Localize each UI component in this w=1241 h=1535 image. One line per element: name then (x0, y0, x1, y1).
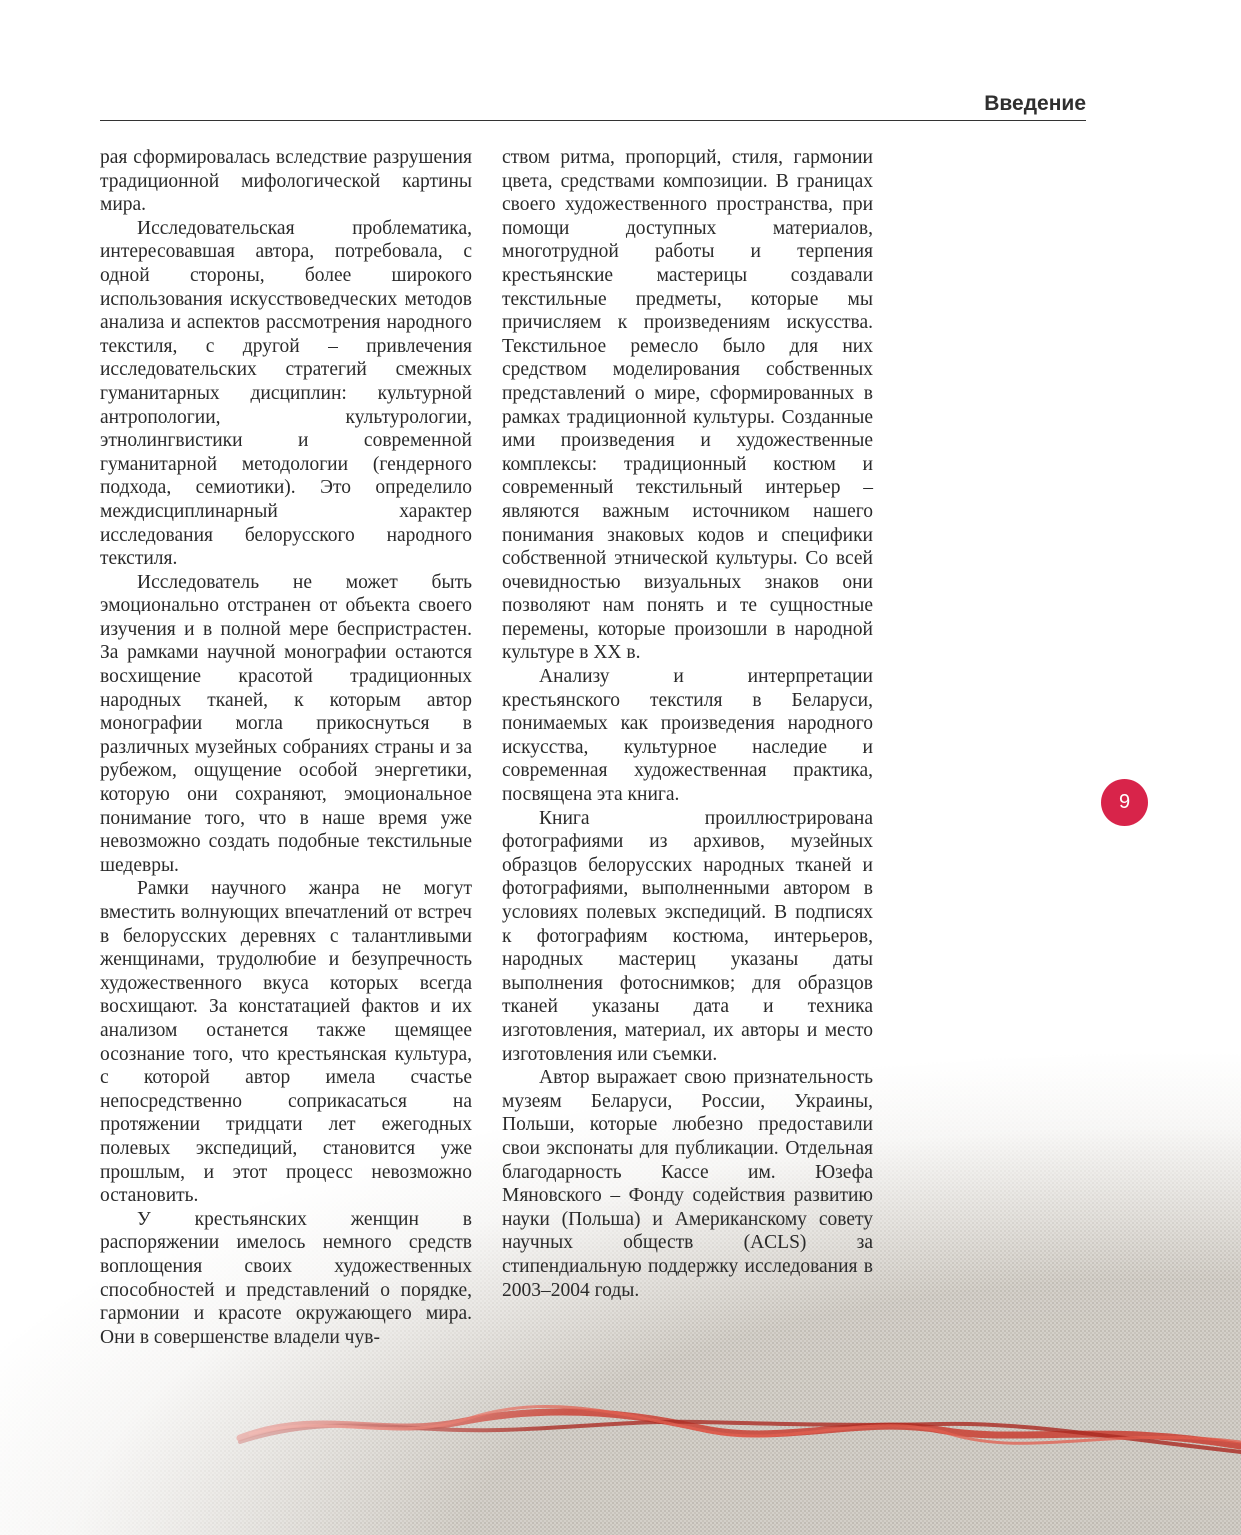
paragraph: Анализу и интерпретации крестьянского текстиля в Беларуси, понимаемых как произведения народного искусства, культурное наследие и современная художественная практика, посвящена эта книга. (502, 666, 873, 806)
paragraph: Рамки научного жанра не могут вместить волнующих впечатлений от встреч в белорусских деревнях с талантливыми женщинами, трудолюбие и безупречность художественного вкуса которых всегда восхищают. За констатацией фактов и их анализом останется также щемящее осознание того, что крестьянская культура, с которой автор имела счастье непосредственно соприкасаться на протяжении тридцати лет ежегодных полевых экспедиций, становится уже прошлым, и этот процесс невозможно остановить. (100, 878, 472, 1207)
paragraph: Книга проиллюстрирована фотографиями из архивов, музейных образцов белорусских народных тканей и фотографиями, выполненными автором в условиях полевых экспедиций. В подписях к фотографиям костюма, интерьеров, народных мастериц указаны даты выполнения фотоснимков; для образцов тканей указаны дата и техника изготовления, материал, их авторы и место изготовления или съемки. (502, 807, 873, 1065)
header-rule (100, 120, 1086, 121)
text-column-left (100, 146, 472, 1349)
page-number-badge: 9 (1101, 779, 1148, 826)
text-column-right (502, 146, 873, 1302)
section-title: Введение (984, 92, 1086, 115)
paragraph: ством ритма, пропорций, стиля, гармонии цвета, средствами композиции. В границах своего художественного пространства, при помощи доступных материалов, многотрудной работы и терпения крестьянские мастерицы создавали текстильные предметы, которые мы причисляем к произведениям искусства. Текстильное ремесло было для них средством моделирования собственных представлений о мире, сформированных в рамках традиционной культуры. Созданные ими произведения и художественные комплексы: традиционный костюм и современный текстильный интерьер – являются важным источником нашего понимания знаковых кодов и специфики собственной этнической культуры. Со всей очевидностью визуальных знаков они позволяют нам понять и те сущностные перемены, которые произошли в народной культуре в XX в. (502, 147, 873, 664)
paragraph: У крестьянских женщин в распоряжении имелось немного средств воплощения своих художественных способностей и представлений о порядке, гармонии и красоте окружающего мира. Они в совершенстве владели чув- (100, 1208, 472, 1348)
paragraph: Автор выражает свою признательность музеям Беларуси, России, Украины, Польши, которые любезно предоставили свои экспонаты для публикации. Отдельная благодарность Кассе им. Юзефа Мяновского – Фонду содействия развитию науки (Польша) и Американскому совету научных обществ (ACLS) за стипендиальную поддержку исследования в 2003–2004 годы. (502, 1067, 873, 1301)
paragraph: Исследователь не может быть эмоционально отстранен от объекта своего изучения и в полной мере беспристрастен. За рамками научной монографии остаются восхищение красотой традиционных народных тканей, к которым автор монографии могла прикоснуться в различных музейных собраниях страны и за рубежом, ощущение особой энергетики, которую они сохраняют, эмоциональное понимание того, что в наше время уже невозможно создать подобные текстильные шедевры. (100, 571, 472, 876)
paragraph: рая сформировалась вследствие разрушения традиционной мифологической картины мира. (100, 147, 472, 216)
paragraph: Исследовательская проблематика, интересовавшая автора, потребовала, с одной стороны, более широкого использования искусствоведческих методов анализа и аспектов рассмотрения народного текстиля, с другой – привлечения исследовательских стратегий смежных гуманитарных дисциплин: культурной антропологии, культурологии, этнолингвистики и современной гуманитарной методологии (гендерного подхода, семиотики). Это определило междисциплинарный характер исследования белорусского народного текстиля. (100, 217, 472, 570)
